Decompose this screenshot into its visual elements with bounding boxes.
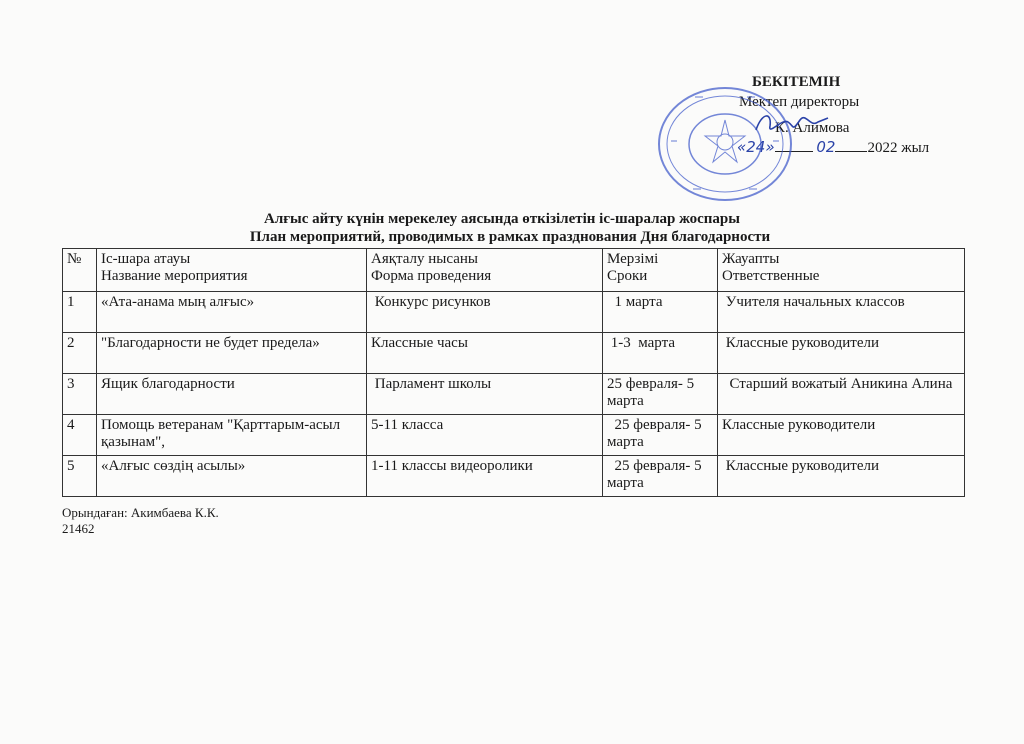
table-row: [63, 415, 965, 456]
cell-dates: 25 февраля- 5 марта: [603, 374, 718, 415]
cell-form: 5-11 класса: [367, 415, 603, 456]
executor-phone: 21462: [62, 521, 95, 536]
cell-responsible: Классные руководители: [718, 456, 965, 497]
school-seal-stamp: [655, 84, 795, 204]
heading-ru: План мероприятий, проводимых в рамках празднования Дня благодарности: [249, 229, 771, 245]
date-year: 2022 жыл: [867, 140, 930, 156]
header-number: №: [63, 249, 97, 292]
cell-responsible: Классные руководители: [718, 333, 965, 374]
table-row: [63, 374, 965, 415]
table-row: [63, 456, 965, 497]
cell-number: 1: [63, 292, 97, 333]
cell-responsible: Учителя начальных классов: [718, 292, 965, 333]
heading-kz: Алғыс айту күнін мерекелеу аясында өткізілетін іс-шаралар жоспары: [263, 211, 740, 227]
cell-event-name: Помощь ветеранам "Қарттарым-асыл қазынам",: [97, 415, 367, 456]
cell-form: 1-11 классы видеоролики: [367, 456, 603, 497]
table-row: [63, 333, 965, 374]
cell-responsible: Старший вожатый Аникина Алина: [718, 374, 965, 415]
approval-title: БЕКІТЕМІН: [752, 74, 841, 90]
cell-event-name: Ящик благодарности: [97, 374, 367, 415]
cell-form: Парламент школы: [367, 374, 603, 415]
date-day: «24»: [737, 138, 775, 156]
header-form: Аяқталу нысаны Форма проведения: [367, 249, 603, 292]
cell-responsible: Классные руководители: [718, 415, 965, 456]
approval-role: Мектеп директоры: [739, 94, 860, 110]
cell-form: Конкурс рисунков: [367, 292, 603, 333]
table-header-row: [63, 249, 965, 292]
cell-number: 2: [63, 333, 97, 374]
cell-dates: 1-3 марта: [603, 333, 718, 374]
cell-form: Классные часы: [367, 333, 603, 374]
header-event-name: Іс-шара атауы Название мероприятия: [97, 249, 367, 292]
cell-event-name: "Благодарности не будет предела»: [97, 333, 367, 374]
header-responsible: Жауапты Ответственные: [718, 249, 965, 292]
cell-number: 4: [63, 415, 97, 456]
approval-block: [0, 0, 1024, 200]
cell-dates: 25 февраля- 5 марта: [603, 456, 718, 497]
cell-event-name: «Алғыс сөздің асылы»: [97, 456, 367, 497]
table-row: [63, 292, 965, 333]
events-plan-table: [62, 248, 965, 497]
cell-dates: 25 февраля- 5 марта: [603, 415, 718, 456]
cell-number: 3: [63, 374, 97, 415]
executor-note: Орындаған: Акимбаева К.К.: [62, 505, 219, 520]
director-name: К. Алимова: [775, 120, 850, 136]
header-dates: Мерзімі Сроки: [603, 249, 718, 292]
director-signature-icon: [752, 108, 832, 138]
cell-number: 5: [63, 456, 97, 497]
cell-event-name: «Ата-анама мың алғыс»: [97, 292, 367, 333]
date-month: 02: [816, 138, 836, 156]
cell-dates: 1 марта: [603, 292, 718, 333]
